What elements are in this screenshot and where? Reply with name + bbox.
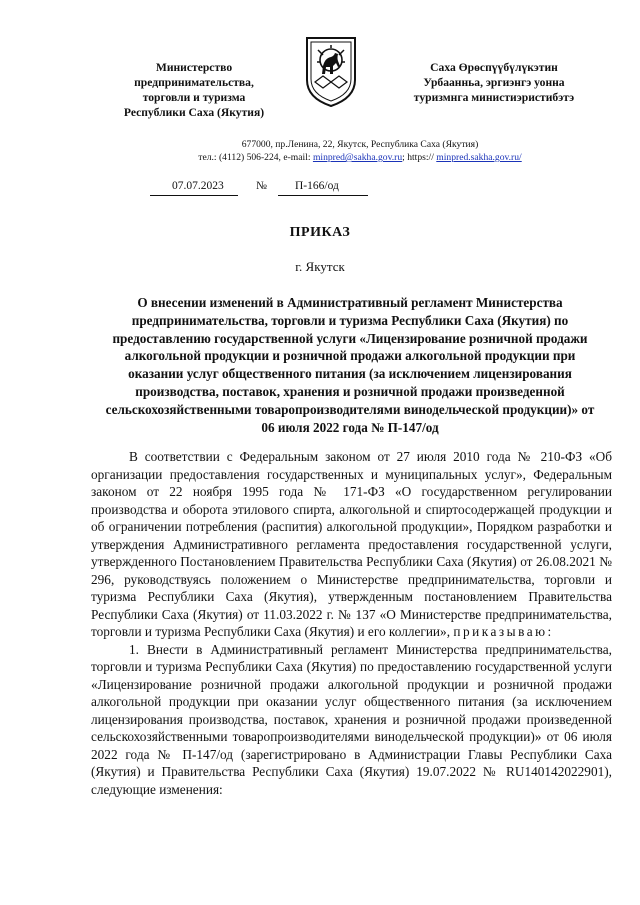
document-subject: О внесении изменений в Административный регламент Министерства предпринимательства, торговли и туризма Республики Саха (Якутия) по предоставлению государственной услуги «Лицензирование розничной продажи алкогольной продукции и розничной продажи алкогольной продукции при оказании услуг общественного питания (за исключением лицензирования производства, поставок, хранения и розничной продажи произведенной сельскохозяйственными товаропроизводителями винодельческой продукции)» от 06 июля 2022 года № П-147/од	[105, 295, 595, 435]
ministry-name-line: торговли и туризма	[142, 91, 246, 104]
ministry-name-line: Республики Саха (Якутия)	[123, 106, 265, 119]
contact-line	[150, 151, 570, 164]
document-body	[91, 448, 612, 798]
item-1-paragraph: 1. Внести в Административный регламент Министерства предпринимательства, торговли и туризма Республики Саха (Якутия) по предоставлению государственной услуги «Лицензирование розничной продажи алкогольной продукции и розничной продажи алкогольной продукции при оказании услуг общественного питания (за исключением лицензирования производства, поставок, хранения и розничной продажи произведенной сельскохозяйственными товаропроизводителями винодельческой продукции)» от 06 июля 2022 года № П-147/од (зарегистрировано в Администрации Главы Республики Саха (Якутия) и Правительства Республики Саха (Якутия) 19.07.2022 № RU140142022901), следующие изменения:	[91, 641, 612, 797]
preamble-text: В соответствии с Федеральным законом от 27 июля 2010 года № 210-ФЗ «Об организации предоставления государственных и муниципальных услуг», Федеральным законом от 22 ноября 1995 года № 171-ФЗ «О государственном регулировании производства и оборота этилового спирта, алкогольной и спиртосодержащей продукции и об ограничении потребления (распития) алкогольной продукции», Порядком разработки и утверждения Административного регламента предоставления государственной услуги, утвержденного Постановлением Правительства Республики Саха (Якутия) от 26.08.2021 № 296, руководствуясь положением о Министерстве предпринимательства, торговли и туризма Республики Саха (Якутия), утвержденным постановлением Правительства Республики Саха (Якутия) от 11.03.2022 г. № 137 «О Министерстве предпринимательства, торговли и туризма Республики Саха (Якутия) и его коллегии»,	[91, 449, 612, 639]
number-sign: №	[256, 180, 267, 192]
preamble-paragraph	[91, 448, 612, 641]
document-number: П-166/од	[295, 180, 339, 192]
document-date: 07.07.2023	[172, 180, 224, 192]
number-underline	[278, 195, 368, 196]
phone-text: тел.: (4112) 506-224, e-mail:	[198, 152, 313, 163]
ministry-name-line: туризмнга министиэристибэтэ	[413, 91, 575, 104]
document-city: г. Якутск	[295, 259, 345, 274]
ministry-name-russian	[104, 60, 284, 120]
website-link[interactable]: minpred.sakha.gov.ru/	[436, 152, 522, 163]
document-title: ПРИКАЗ	[289, 225, 351, 240]
date-underline	[150, 195, 238, 196]
order-word: приказываю:	[453, 624, 554, 639]
address: 677000, пр.Ленина, 22, Якутск, Республика Саха (Якутия)	[241, 139, 479, 150]
ministry-name-yakut	[396, 60, 592, 105]
ministry-name-line: Урбаанньа, эргиэнгэ уонна	[423, 76, 565, 89]
email-link[interactable]: minpred@sakha.gov.ru	[312, 152, 403, 163]
site-prefix: ; https://	[402, 152, 437, 163]
ministry-name-line: Саха Өрөспүүбүлүкэтин	[430, 61, 558, 74]
coat-of-arms-emblem	[303, 36, 359, 108]
ministry-name-line: Министерство	[155, 61, 233, 74]
contact-block	[150, 138, 570, 164]
ministry-name-line: предпринимательства,	[134, 76, 254, 89]
